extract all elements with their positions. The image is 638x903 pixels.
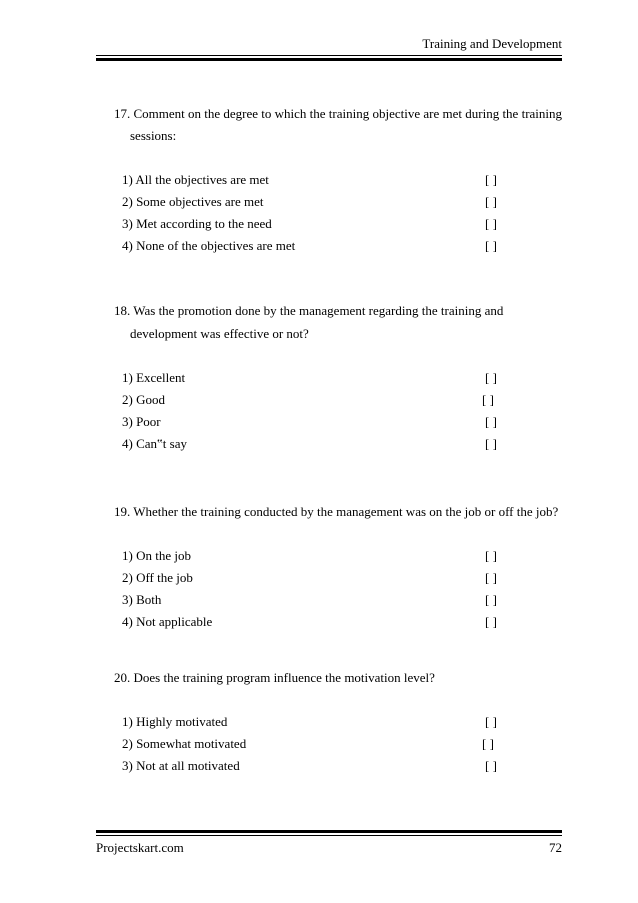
question-text: 18. Was the promotion done by the management regarding the training and [114, 303, 504, 318]
option-label: 1) On the job [122, 548, 191, 563]
option-label: 1) Highly motivated [122, 714, 228, 729]
header-rule-thin [96, 55, 562, 56]
footer-source: Projectskart.com [96, 840, 184, 855]
checkbox[interactable]: [ ] [485, 614, 497, 629]
option-label: 2) Off the job [122, 570, 193, 585]
option-label: 2) Good [122, 392, 165, 407]
checkbox[interactable]: [ ] [485, 570, 497, 585]
header-rule-thick [96, 58, 562, 61]
question-text: 17. Comment on the degree to which the training objective are met during the training [114, 106, 563, 121]
checkbox[interactable]: [ ] [485, 414, 497, 429]
option-label: 4) None of the objectives are met [122, 238, 296, 253]
checkbox[interactable]: [ ] [482, 392, 494, 407]
page-number: 72 [549, 840, 562, 855]
option-label: 2) Somewhat motivated [122, 736, 247, 751]
footer-rule-thin [96, 835, 562, 836]
question-text-continued: sessions: [130, 128, 177, 143]
checkbox[interactable]: [ ] [485, 172, 497, 187]
checkbox[interactable]: [ ] [485, 592, 497, 607]
checkbox[interactable]: [ ] [485, 194, 497, 209]
checkbox[interactable]: [ ] [485, 548, 497, 563]
option-label: 3) Met according to the need [122, 216, 272, 231]
option-label: 1) Excellent [122, 370, 186, 385]
question-text: 19. Whether the training conducted by the management was on the job or off the job? [114, 504, 559, 519]
checkbox[interactable]: [ ] [485, 238, 497, 253]
option-label: 4) Can‟t say [122, 436, 187, 451]
option-label: 1) All the objectives are met [122, 172, 269, 187]
running-header: Training and Development [422, 36, 562, 51]
option-label: 4) Not applicable [122, 614, 213, 629]
option-label: 2) Some objectives are met [122, 194, 264, 209]
checkbox[interactable]: [ ] [485, 370, 497, 385]
option-label: 3) Not at all motivated [122, 758, 240, 773]
checkbox[interactable]: [ ] [482, 736, 494, 751]
question-text: 20. Does the training program influence the motivation level? [114, 670, 435, 685]
checkbox[interactable]: [ ] [485, 436, 497, 451]
checkbox[interactable]: [ ] [485, 714, 497, 729]
question-text-continued: development was effective or not? [130, 326, 309, 341]
option-label: 3) Poor [122, 414, 161, 429]
checkbox[interactable]: [ ] [485, 216, 497, 231]
checkbox[interactable]: [ ] [485, 758, 497, 773]
option-label: 3) Both [122, 592, 162, 607]
footer-rule-thick [96, 830, 562, 833]
